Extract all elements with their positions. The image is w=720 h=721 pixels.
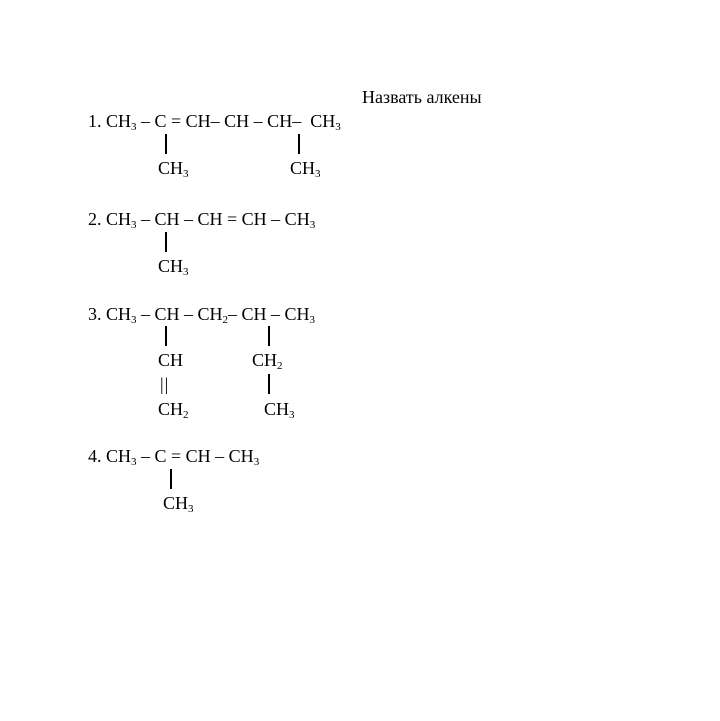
bond-line xyxy=(268,374,270,394)
branch-group xyxy=(158,256,189,279)
branch-text: CH xyxy=(252,350,278,370)
branch-group xyxy=(158,158,189,181)
formula-subscript: 3 xyxy=(131,314,137,326)
formula-text: CH xyxy=(106,111,132,131)
formula-number: 2. xyxy=(88,209,102,229)
formula-text: CH xyxy=(106,209,132,229)
formula-number: 3. xyxy=(88,304,102,324)
formula-text: – CH – CH xyxy=(228,304,310,324)
branch-text: CH xyxy=(290,158,316,178)
branch-group xyxy=(163,493,194,516)
formula-subscript: 3 xyxy=(309,219,316,231)
bond-line xyxy=(298,134,300,154)
branch-text: CH xyxy=(158,399,184,419)
formula-text: CH xyxy=(106,446,132,466)
formula-text: – C = CH– CH – CH– CH xyxy=(136,111,336,131)
branch-subscript: 3 xyxy=(315,168,321,180)
formula-text: CH xyxy=(106,304,132,324)
formula-4-main xyxy=(88,446,259,469)
formula-1-main xyxy=(88,111,341,134)
formula-3-main xyxy=(88,304,315,327)
formula-subscript: 2 xyxy=(222,314,229,326)
branch-text: CH xyxy=(158,158,184,178)
branch-subscript: 2 xyxy=(277,360,283,372)
formula-subscript: 3 xyxy=(309,314,316,326)
branch-group xyxy=(252,350,283,373)
branch-subscript: 3 xyxy=(289,409,295,421)
branch-subscript: 3 xyxy=(188,503,194,515)
bond-line xyxy=(268,326,270,346)
formula-subscript: 3 xyxy=(131,456,137,468)
bond-line xyxy=(165,232,167,252)
branch-subscript: 2 xyxy=(183,409,189,421)
formula-text: – CH – CH = CH – CH xyxy=(136,209,310,229)
branch-text: CH xyxy=(158,256,184,276)
branch-subscript: 3 xyxy=(183,168,189,180)
branch-subscript: 3 xyxy=(183,266,189,278)
branch-text: CH xyxy=(264,399,290,419)
formula-subscript: 3 xyxy=(131,121,137,133)
page-title: Назвать алкены xyxy=(362,87,482,107)
branch-group xyxy=(158,399,189,422)
formula-number: 4. xyxy=(88,446,102,466)
formula-text: – CH – CH xyxy=(136,304,223,324)
formula-text: – C = CH – CH xyxy=(136,446,254,466)
bond-line xyxy=(165,134,167,154)
branch-text: CH xyxy=(158,350,184,370)
branch-group xyxy=(264,399,295,422)
formula-subscript: 3 xyxy=(253,456,260,468)
formula-subscript: 3 xyxy=(335,121,341,133)
formula-2-main xyxy=(88,209,315,232)
branch-text: CH xyxy=(163,493,189,513)
formula-subscript: 3 xyxy=(131,219,137,231)
branch-group xyxy=(158,350,183,373)
formula-number: 1. xyxy=(88,111,102,131)
bond-line xyxy=(165,326,167,346)
bond-line xyxy=(170,469,172,489)
double-bond: || xyxy=(160,374,170,394)
branch-group xyxy=(290,158,321,181)
